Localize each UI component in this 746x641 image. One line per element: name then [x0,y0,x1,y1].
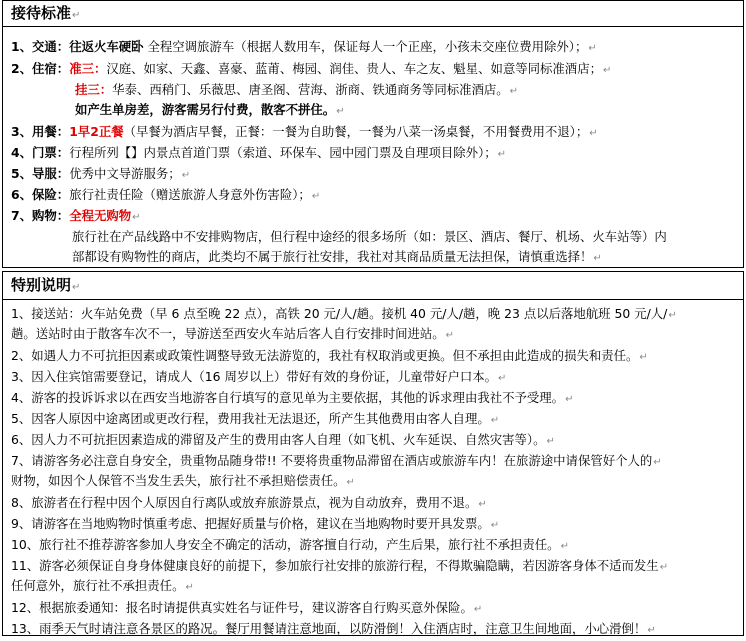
shopping-detail-1: 旅行社在产品线路中不安排购物店，但行程中途经的很多场所（如：景区、酒店、餐厅、机场、火车站等）内 [72,229,667,244]
meals-item: 3、用餐：1早2正餐（早餐为酒店早餐，正餐：一餐为自助餐，一餐为八菜一汤桌餐，不用餐费用不退）；↵ [11,124,598,139]
return-mark-icon: ↵ [185,582,194,593]
return-mark-icon: ↵ [565,394,574,405]
note-line: 3、因入住宾馆需要登记，请成人（16 周岁以上）带好有效的身份证，儿童带好户口本。↵ [11,369,507,384]
return-mark-icon: ↵ [490,415,500,426]
return-mark-icon: ↵ [445,330,455,341]
section-title: 接待标准 [11,4,72,22]
note-line: 趟。送站时由于散客车次不一，导游送至西安火车站后客人自行安排时间进站。↵ [11,326,455,341]
hotel-note: 如产生单房差，游客需另行付费，散客不拼住。↵ [75,102,345,117]
special-notes-section [2,271,744,636]
return-mark-icon: ↵ [478,499,487,510]
shopping-item: 7、购物：全程无购物↵ [11,208,141,223]
return-mark-icon: ↵ [668,310,677,321]
return-mark-icon: ↵ [72,282,81,293]
return-mark-icon: ↵ [560,541,569,552]
note-line: 9、请游客在当地购物时慎重考虑、把握好质量与价格，建议在当地购物时要开具发票。↵ [11,516,500,531]
return-mark-icon: ↵ [639,352,648,363]
section-title: 特别说明 [11,276,72,294]
note-line: 12、根据旅委通知：报名时请提供真实姓名与证件号，建议游客自行购买意外保险。↵ [11,600,483,615]
hotel-item: 2、住宿：准三：汉庭、如家、天鑫、喜豪、蓝莆、梅园、润佳、贵人、车之友、魁星、如意等同标准酒店；↵ [11,61,612,76]
transport-item: 1、交通：往返火车硬卧 全程空调旅游车（根据人数用车，保证每人一个正座，小孩未交座位费用除外）；↵ [11,39,597,54]
reception-standards-section [2,0,744,268]
shopping-detail-2: 部都设有购物性的商店，此类均不属于旅行社安排，我社对其商品质量无法担保，请慎重选择！↵ [72,249,602,264]
note-line: 13、雨季天气时请注意各景区的路况。餐厅用餐请注意地面，以防滑倒！入住酒店时，注意卫生间地面，小心滑倒！↵ [11,621,656,636]
note-line: 7、请游客务必注意自身安全，贵重物品随身带!! 不要将贵重物品滞留在酒店或旅游车内！在旅游途中请保管好个人的↵ [11,453,662,468]
return-mark-icon: ↵ [72,10,81,21]
note-line: 6、因人力不可抗拒因素造成的滞留及产生的费用由客人自理（如飞机、火车延误、自然灾害等）。↵ [11,432,555,447]
note-line: 任何意外，旅行社不承担责任。↵ [11,578,194,593]
insurance-item: 6、保险：旅行社责任险（赠送旅游人身意外伤害险）；↵ [11,187,321,202]
return-mark-icon: ↵ [546,436,555,447]
tickets-item: 4、门票：行程所列【】内景点首道门票（索道、环保车、园中园门票及自理项目除外）；↵ [11,145,507,160]
return-mark-icon: ↵ [647,625,656,636]
note-line: 10、旅行社不推荐游客参加人身安全不确定的活动，游客擅自行动，产生后果，旅行社不承担责任。↵ [11,537,569,552]
section-header [3,1,743,27]
note-line: 2、如遇人力不可抗拒因素或政策性调整导致无法游览的，我社有权取消或更换。但不承担由此造成的损失和责任。↵ [11,348,648,363]
note-line: 1、接送站：火车站免费（早 6 点至晚 22 点），高铁 20 元/人/趟。接机 40 元/人/趟，晚 23 点以后落地航班 50 元/人/↵ [11,306,677,321]
return-mark-icon: ↵ [659,562,669,573]
note-line: 11、游客必须保证自身身体健康良好的前提下，参加旅行社安排的旅游行程，不得欺骗隐瞒，若因游客身体不适而发生↵ [11,558,669,573]
note-line: 8、旅游者在行程中因个人原因自行离队或放弃旅游景点，视为自动放弃，费用不退。↵ [11,495,487,510]
return-mark-icon: ↵ [473,604,483,615]
hotel-tier2: 挂三：华泰、西稍门、乐薇思、唐圣阁、营海、浙商、铁通商务等同标准酒店。↵ [75,82,519,97]
return-mark-icon: ↵ [653,457,662,468]
guide-item: 5、导服：优秀中文导游服务；↵ [11,166,191,181]
note-line: 4、游客的投诉诉求以在西安当地游客自行填写的意见单为主要依据，其他的诉求理由我社不予受理。↵ [11,390,574,405]
return-mark-icon: ↵ [498,373,507,384]
return-mark-icon: ↵ [490,520,500,531]
return-mark-icon: ↵ [346,477,355,488]
note-line: 财物，如因个人保管不当发生丢失，旅行社不承担赔偿责任。↵ [11,473,355,488]
section-header [3,272,743,300]
note-line: 5、因客人原因中途离团或更改行程，费用我社无法退还，所产生其他费用由客人自理。↵ [11,411,500,426]
